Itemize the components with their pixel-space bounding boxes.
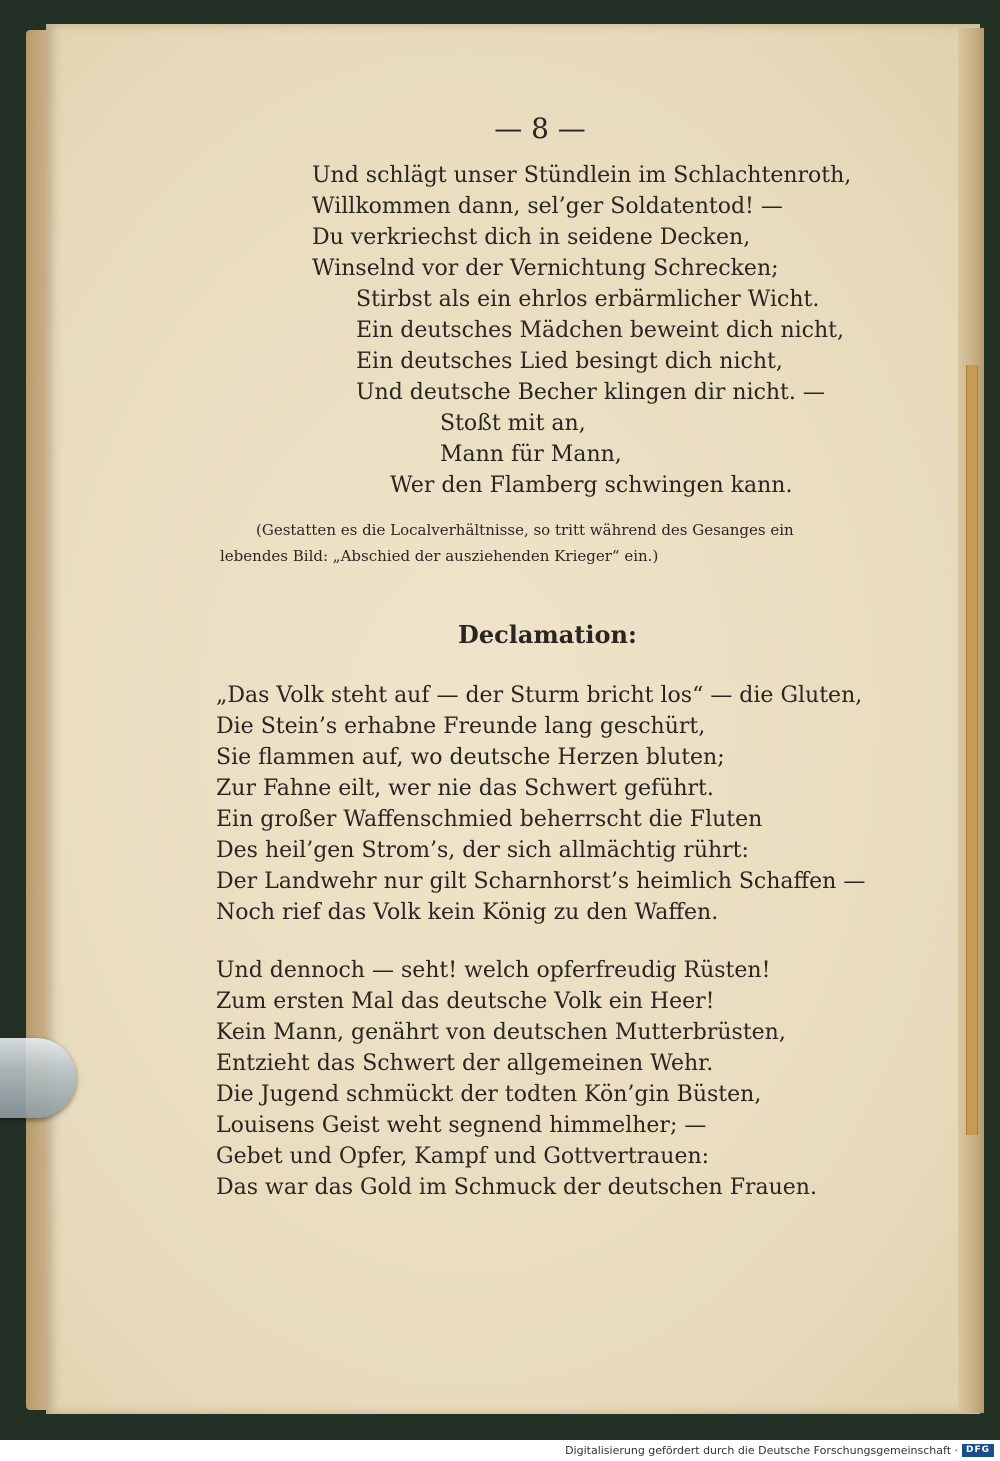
dfg-logo: DFG xyxy=(962,1444,994,1457)
verse-line: Und deutsche Becher klingen dir nicht. — xyxy=(356,380,825,405)
poem-line: Gebet und Opfer, Kampf und Gottvertrauen: xyxy=(216,1144,710,1169)
stage-direction-line: (Gestatten es die Localverhältnisse, so tritt während des Gesanges ein xyxy=(256,521,794,539)
poem-line: Zur Fahne eilt, wer nie das Schwert geführt. xyxy=(216,776,714,801)
poem-line: Das war das Gold im Schmuck der deutschen Frauen. xyxy=(216,1175,817,1200)
binding-strip xyxy=(966,365,978,1135)
verse-line: Du verkriechst dich in seidene Decken, xyxy=(312,225,751,250)
poem-line: Ein großer Waffenschmied beherrscht die Fluten xyxy=(216,807,763,832)
poem-line: Die Stein’s erhabne Freunde lang geschürt, xyxy=(216,714,706,739)
poem-line: Louisens Geist weht segnend himmelher; — xyxy=(216,1113,707,1138)
poem-line: Der Landwehr nur gilt Scharnhorst’s heimlich Schaffen — xyxy=(216,869,866,894)
section-heading: Declamation: xyxy=(458,620,637,649)
verse-line: Willkommen dann, sel’ger Soldatentod! — xyxy=(312,194,783,219)
poem-line: Zum ersten Mal das deutsche Volk ein Heer! xyxy=(216,989,715,1014)
verse-line: Und schlägt unser Stündlein im Schlachtenroth, xyxy=(312,163,852,188)
poem-line: Noch rief das Volk kein König zu den Waffen. xyxy=(216,900,719,925)
verse-line: Stirbst als ein ehrlos erbärmlicher Wicht. xyxy=(356,287,820,312)
page-number: — 8 — xyxy=(494,112,586,145)
verse-line: Ein deutsches Mädchen beweint dich nicht, xyxy=(356,318,844,343)
footer-bar xyxy=(0,1440,1000,1461)
poem-line: Des heil’gen Strom’s, der sich allmächtig rührt: xyxy=(216,838,749,863)
poem-line: „Das Volk steht auf — der Sturm bricht los“ — die Gluten, xyxy=(216,683,863,708)
poem-line: Kein Mann, genährt von deutschen Mutterbrüsten, xyxy=(216,1020,786,1045)
footer-credit: Digitalisierung gefördert durch die Deutsche Forschungsgemeinschaft · xyxy=(565,1444,958,1457)
stage-direction-line: lebendes Bild: „Abschied der ausziehenden Krieger“ ein.) xyxy=(220,547,659,565)
poem-line: Sie flammen auf, wo deutsche Herzen bluten; xyxy=(216,745,725,770)
poem-line: Die Jugend schmückt der todten Kön’gin Büsten, xyxy=(216,1082,762,1107)
verse-line: Wer den Flamberg schwingen kann. xyxy=(390,473,793,498)
verse-line: Stoßt mit an, xyxy=(440,411,586,436)
verse-line: Ein deutsches Lied besingt dich nicht, xyxy=(356,349,783,374)
poem-line: Und dennoch — seht! welch opferfreudig Rüsten! xyxy=(216,958,771,983)
verse-line: Mann für Mann, xyxy=(440,442,622,467)
verse-line: Winselnd vor der Vernichtung Schrecken; xyxy=(312,256,779,281)
poem-line: Entzieht das Schwert der allgemeinen Wehr. xyxy=(216,1051,714,1076)
